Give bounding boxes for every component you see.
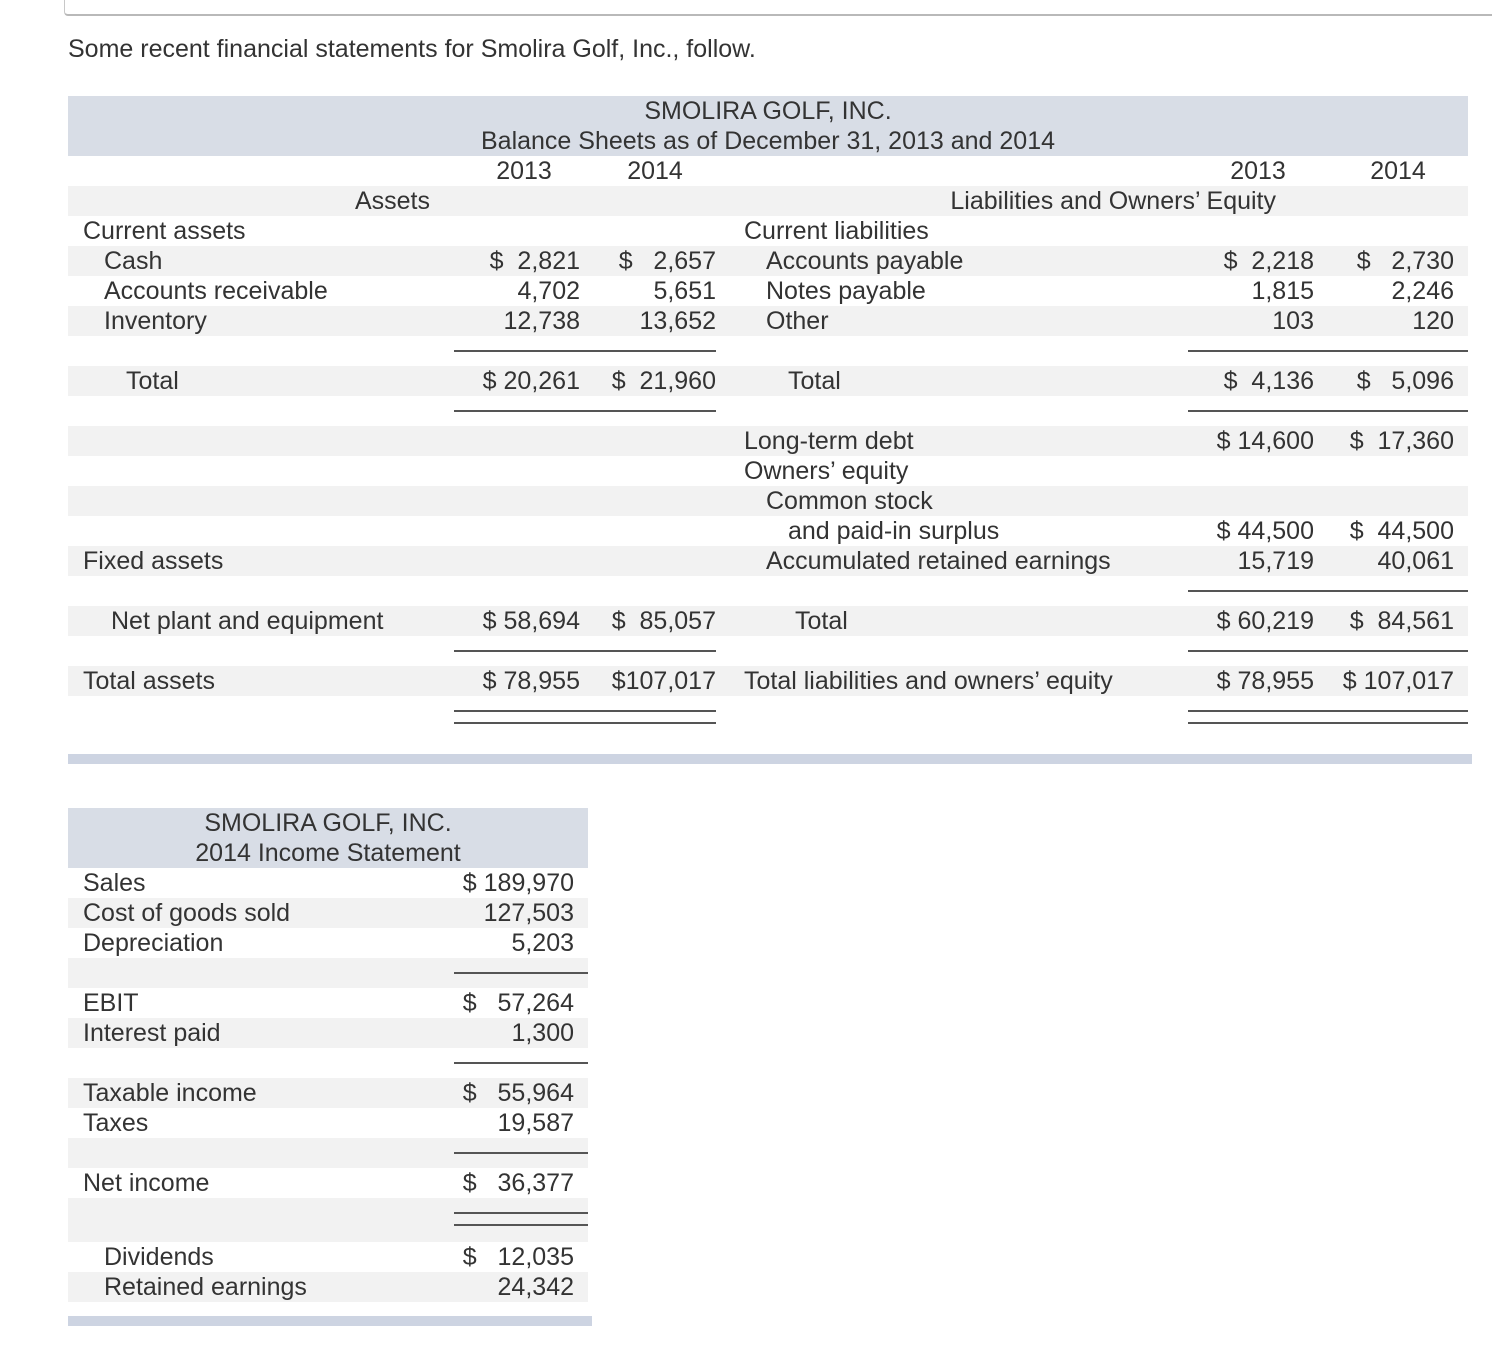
common-stock-2014: $ 44,500 bbox=[1349, 517, 1454, 545]
total-assets-label: Total assets bbox=[83, 667, 216, 695]
subtotal-rule bbox=[1188, 410, 1468, 412]
liabilities-header: Liabilities and Owners’ Equity bbox=[950, 187, 1276, 215]
accounts-payable-2013: $ 2,218 bbox=[1223, 247, 1314, 275]
double-rule-top bbox=[454, 710, 716, 712]
total-liab-equity-label: Total liabilities and owners’ equity bbox=[744, 667, 1113, 695]
cogs-value: 127,503 bbox=[483, 899, 574, 927]
depreciation-label: Depreciation bbox=[83, 929, 224, 957]
net-plant-label: Net plant and equipment bbox=[111, 607, 384, 635]
ebit-label: EBIT bbox=[83, 989, 139, 1017]
net-plant-2013: $ 58,694 bbox=[482, 607, 580, 635]
top-frame bbox=[64, 0, 1492, 16]
current-liabilities-total-label: Total bbox=[788, 367, 841, 395]
taxable-income-value: $ 55,964 bbox=[462, 1079, 574, 1107]
current-assets-total-2013: $ 20,261 bbox=[482, 367, 580, 395]
double-rule-top bbox=[454, 1212, 588, 1214]
row-band bbox=[68, 1198, 588, 1242]
notes-payable-2014: 2,246 bbox=[1391, 277, 1454, 305]
inventory-label: Inventory bbox=[104, 307, 207, 335]
subtotal-rule bbox=[454, 972, 588, 974]
common-stock-label: Common stock bbox=[766, 487, 933, 515]
notes-payable-2013: 1,815 bbox=[1251, 277, 1314, 305]
retained-earnings-2014: 40,061 bbox=[1377, 547, 1454, 575]
current-assets-total-label: Total bbox=[126, 367, 179, 395]
long-term-debt-2014: $ 17,360 bbox=[1349, 427, 1454, 455]
double-rule-top bbox=[1188, 710, 1468, 712]
double-rule-bottom bbox=[454, 722, 716, 724]
interest-label: Interest paid bbox=[83, 1019, 221, 1047]
accounts-payable-2014: $ 2,730 bbox=[1356, 247, 1454, 275]
liabilities-year-2013: 2013 bbox=[1230, 157, 1286, 185]
current-liabilities-total-2014: $ 5,096 bbox=[1356, 367, 1454, 395]
subtotal-rule bbox=[1188, 650, 1468, 652]
income-statement-title: 2014 Income Statement bbox=[195, 839, 461, 867]
depreciation-value: 5,203 bbox=[511, 929, 574, 957]
total-assets-2014: $107,017 bbox=[611, 667, 716, 695]
balance-sheet-company: SMOLIRA GOLF, INC. bbox=[644, 97, 892, 125]
subtotal-rule bbox=[1188, 350, 1468, 352]
other-2014: 120 bbox=[1412, 307, 1454, 335]
taxes-label: Taxes bbox=[83, 1109, 149, 1137]
cash-2013: $ 2,821 bbox=[489, 247, 580, 275]
intro-text: Some recent financial statements for Smolira Golf, Inc., follow. bbox=[68, 35, 756, 63]
other-label: Other bbox=[766, 307, 829, 335]
total-liab-equity-2013: $ 78,955 bbox=[1216, 667, 1314, 695]
assets-year-2014: 2014 bbox=[627, 157, 683, 185]
subtotal-rule bbox=[454, 650, 716, 652]
sales-value: $ 189,970 bbox=[462, 869, 574, 897]
income-statement-company: SMOLIRA GOLF, INC. bbox=[204, 809, 452, 837]
cash-2014: $ 2,657 bbox=[618, 247, 716, 275]
assets-year-2013: 2013 bbox=[496, 157, 552, 185]
notes-payable-label: Notes payable bbox=[766, 277, 926, 305]
sales-label: Sales bbox=[83, 869, 146, 897]
table-footer-bar bbox=[68, 1316, 592, 1326]
table-footer-bar bbox=[68, 754, 1472, 764]
long-term-debt-label: Long-term debt bbox=[744, 427, 914, 455]
subtotal-rule bbox=[454, 1062, 588, 1064]
paid-in-surplus-label: and paid-in surplus bbox=[788, 517, 1000, 545]
taxable-income-label: Taxable income bbox=[83, 1079, 257, 1107]
retained-value: 24,342 bbox=[497, 1273, 574, 1301]
double-rule-bottom bbox=[1188, 722, 1468, 724]
current-liabilities-total-2013: $ 4,136 bbox=[1223, 367, 1314, 395]
subtotal-rule bbox=[454, 350, 716, 352]
subtotal-rule bbox=[454, 1152, 588, 1154]
current-liabilities-label: Current liabilities bbox=[744, 217, 929, 245]
net-plant-2014: $ 85,057 bbox=[611, 607, 716, 635]
current-assets-total-2014: $ 21,960 bbox=[611, 367, 716, 395]
other-2013: 103 bbox=[1272, 307, 1314, 335]
double-rule-bottom bbox=[454, 1224, 588, 1226]
common-stock-2013: $ 44,500 bbox=[1216, 517, 1314, 545]
cogs-label: Cost of goods sold bbox=[83, 899, 291, 927]
receivables-2014: 5,651 bbox=[653, 277, 716, 305]
inventory-2014: 13,652 bbox=[639, 307, 716, 335]
long-term-debt-2013: $ 14,600 bbox=[1216, 427, 1314, 455]
total-assets-2013: $ 78,955 bbox=[482, 667, 580, 695]
owners-equity-label: Owners’ equity bbox=[744, 457, 909, 485]
dividends-value: $ 12,035 bbox=[462, 1243, 574, 1271]
receivables-2013: 4,702 bbox=[517, 277, 580, 305]
subtotal-rule bbox=[1188, 590, 1468, 592]
assets-header: Assets bbox=[354, 187, 430, 215]
fixed-assets-label: Fixed assets bbox=[83, 547, 224, 575]
receivables-label: Accounts receivable bbox=[104, 277, 328, 305]
subtotal-rule bbox=[454, 410, 716, 412]
interest-value: 1,300 bbox=[511, 1019, 574, 1047]
retained-label: Retained earnings bbox=[104, 1273, 307, 1301]
ebit-value: $ 57,264 bbox=[462, 989, 574, 1017]
equity-total-label: Total bbox=[795, 607, 848, 635]
balance-sheet-title: Balance Sheets as of December 31, 2013 and 2014 bbox=[480, 127, 1055, 155]
retained-earnings-label: Accumulated retained earnings bbox=[766, 547, 1111, 575]
dividends-label: Dividends bbox=[104, 1243, 214, 1271]
net-income-label: Net income bbox=[83, 1169, 210, 1197]
equity-total-2014: $ 84,561 bbox=[1349, 607, 1454, 635]
total-liab-equity-2014: $ 107,017 bbox=[1342, 667, 1454, 695]
retained-earnings-2013: 15,719 bbox=[1237, 547, 1314, 575]
net-income-value: $ 36,377 bbox=[462, 1169, 574, 1197]
accounts-payable-label: Accounts payable bbox=[766, 247, 964, 275]
taxes-value: 19,587 bbox=[497, 1109, 574, 1137]
equity-total-2013: $ 60,219 bbox=[1216, 607, 1314, 635]
liabilities-year-2014: 2014 bbox=[1370, 157, 1426, 185]
inventory-2013: 12,738 bbox=[503, 307, 580, 335]
cash-label: Cash bbox=[104, 247, 163, 275]
current-assets-label: Current assets bbox=[83, 217, 246, 245]
